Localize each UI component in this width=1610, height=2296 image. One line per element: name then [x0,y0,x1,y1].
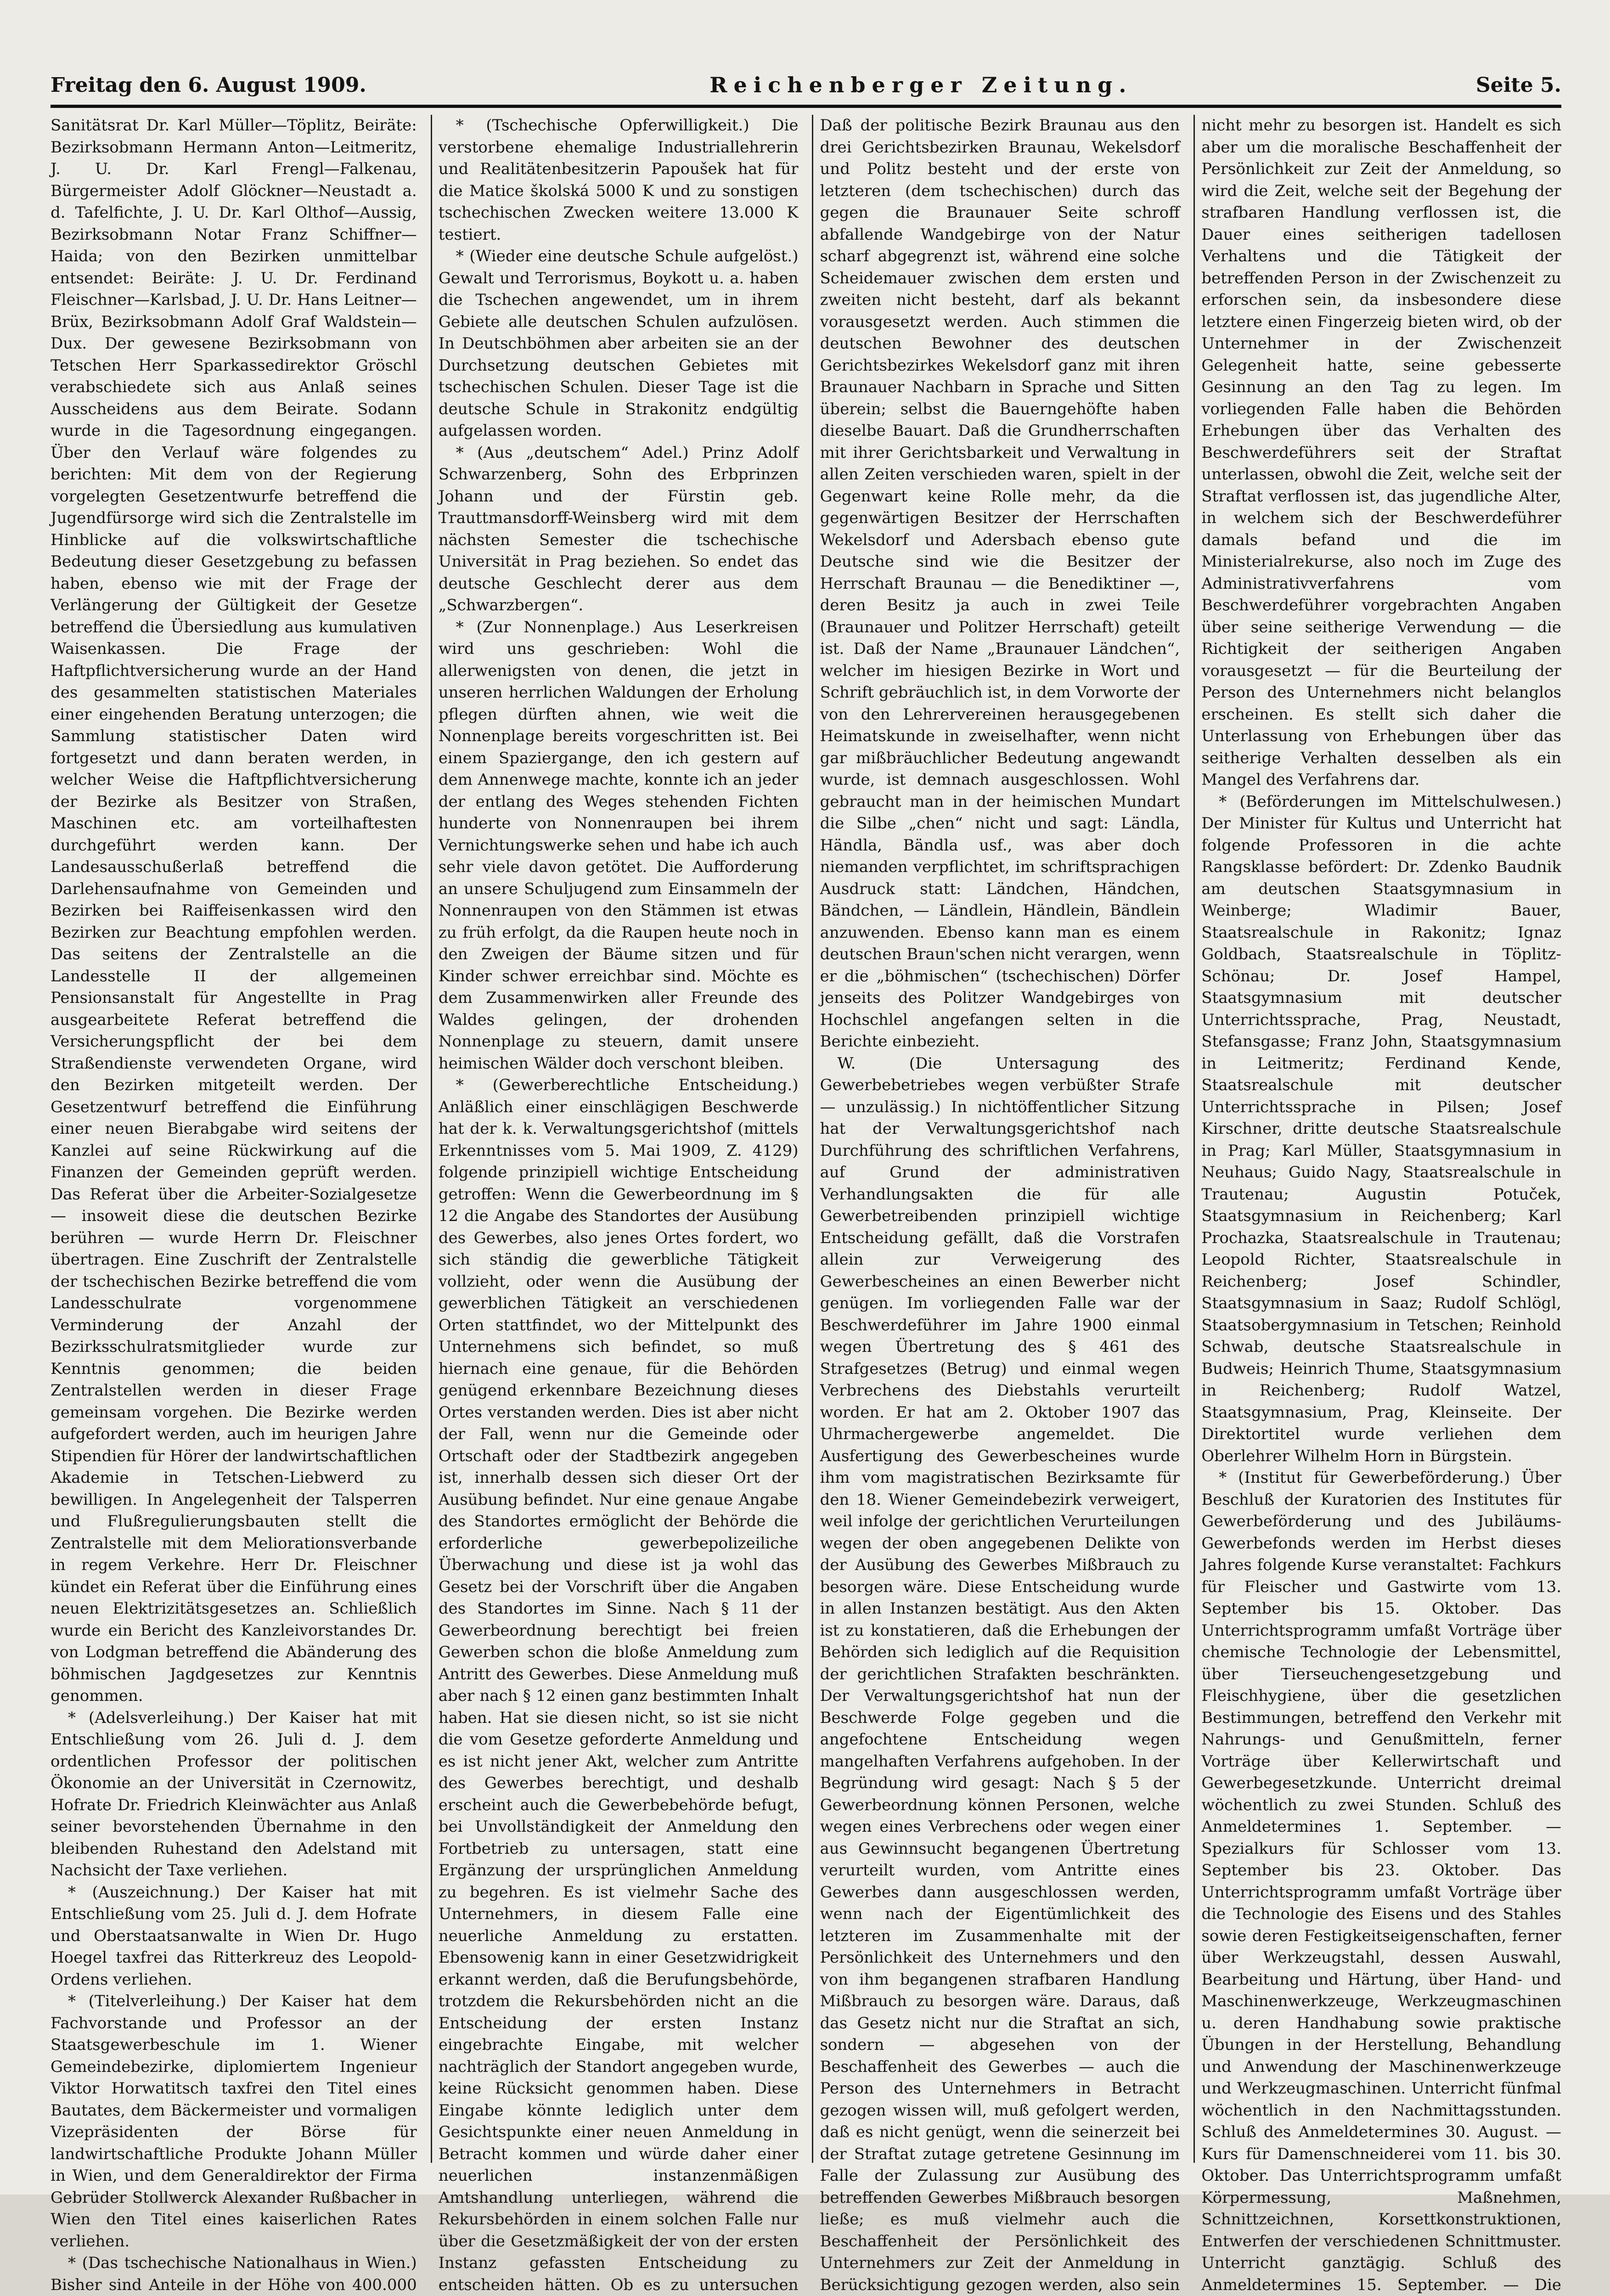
article-paragraph: nicht mehr zu besorgen ist. Handelt es sich aber um die moralische Beschaffenheit der Persönlichkeit zur Zeit der Anmeldung, so wird die Zeit, welche seit der Begehung der strafbaren Handlung verflossen ist, die Dauer eines seitherigen tadellosen Verhaltens und die Tätigkeit der betreffenden Person in der Zwischenzeit zu erforschen sein, da insbesondere diese letztere einen Fingerzeig bieten wird, ob der Unternehmer in der Zwischenzeit Gelegenheit hatte, seine gebesserte Gesinnung an den Tag zu legen. Im vorliegenden Falle haben die Behörden Erhebungen über das Verhalten des Beschwerdeführers seit der Straftat unterlassen, obwohl die Zeit, welche seit der Straftat verflossen ist, das jugendliche Alter, in welchem sich der Beschwerdeführer damals befand und die im Ministerialrekurse, also noch im Zuge des Administrativverfahrens vom Beschwerdeführer vorgebrachten Angaben über seine seitherige Verwendung — die Richtigkeit der seitherigen Angaben vorausgesetzt — für die Beurteilung der Person des Unternehmers nicht belanglos erscheinen. Es stellt sich daher die Unterlassung von Erhebungen über das seitherige Verhalten desselben als ein Mangel des Verfahrens dar. [1201,115,1561,791]
article-paragraph: * (Wieder eine deutsche Schule aufgelöst.) Gewalt und Terrorismus, Boykott u. a. haben die Tschechen angewendet, um in ihrem Gebiete alle deutschen Schulen aufzulösen. In Deutschböhmen aber arbeiten sie an der Durchsetzung deutschen Gebietes mit tschechischen Schulen. Dieser Tage ist die deutsche Schule in Strakonitz endgültig aufgelassen worden. [439,246,799,442]
header-date: Freitag den 6. August 1909. [51,73,366,97]
article-paragraph: * (Beförderungen im Mittelschulwesen.) Der Minister für Kultus und Unterricht hat folgende Professoren in die achte Rangsklasse befördert: Dr. Zdenko Baudnik am deutschen Staatsgymnasium in Weinberge; Wladimir Bauer, Staatsrealschule in Rakonitz; Ignaz Goldbach, Staatsrealschule in Töplitz-Schönau; Dr. Josef Hampel, Staatsgymnasium mit deutscher Unterrichtssprache, Prag, Neustadt, Stefansgasse; Franz John, Staatsgymnasium in Leitmeritz; Ferdinand Kende, Staatsrealschule mit deutscher Unterrichtssprache in Pilsen; Josef Kirschner, dritte deutsche Staatsrealschule in Prag; Karl Müller, Staatsgymnasium in Neuhaus; Guido Nagy, Staatsrealschule in Trautenau; Augustin Potuček, Staatsgymnasium in Reichenberg; Karl Prochazka, Staatsrealschule in Trautenau; Leopold Richter, Staatsrealschule in Reichenberg; Josef Schindler, Staatsgymnasium in Saaz; Rudolf Schlögl, Staatsobergymnasium in Tetschen; Reinhold Schwab, deutsche Staatsrealschule in Budweis; Heinrich Thume, Staatsgymnasium in Reichenberg; Rudolf Watzel, Staatsgymnasium, Prag, Kleinseite. Der Direktortitel wurde verliehen dem Oberlehrer Wilhelm Horn in Bürgstein. [1201,791,1561,1468]
column-1 [51,115,417,2163]
article-paragraph: * (Auszeichnung.) Der Kaiser hat mit Entschließung vom 25. Juli d. J. dem Hofrate und Oberstaatsanwalte in Wien Dr. Hugo Hoegel taxfrei das Ritterkreuz des Leopold-Ordens verliehen. [51,1882,417,1991]
article-paragraph: * (Tschechische Opferwilligkeit.) Die verstorbene ehemalige Industriallehrerin und Realitätenbesitzerin Papoušek hat für die Matice školská 5000 K und zu sonstigen tschechischen Zwecken weitere 13.000 K testiert. [439,115,799,246]
masthead: Reichenberger Zeitung. [709,73,1132,97]
page-header [51,69,1561,101]
article-paragraph: * (Institut für Gewerbeförderung.) Über Beschluß der Kuratorien des Institutes für Gewerbeförderung und des Jubiläums-Gewerbefonds werden im Herbst dieses Jahres folgende Kurse veranstaltet: Fachkurs für Fleischer und Gastwirte vom 13. September bis 15. Oktober. Das Unterrichtsprogramm umfaßt Vorträge über chemische Technologie der Lebensmittel, über Tierseuchengesetzgebung und Fleischhygiene, über die gesetzlichen Bestimmungen, betreffend den Verkehr mit Nahrungs- und Genußmitteln, ferner Vorträge über Kellerwirtschaft und Gewerbegesetzkunde. Unterricht dreimal wöchentlich zu zwei Stunden. Schluß des Anmeldetermines 1. September. — Spezialkurs für Schlosser vom 13. September bis 23. Oktober. Das Unterrichtsprogramm umfaßt Vorträge über die Technologie des Eisens und des Stahles sowie deren Festigkeitseigenschaften, ferner über Werkzeugstahl, dessen Auswahl, Bearbeitung und Härtung, über Hand- und Maschinenwerkzeuge, Werkzeugmaschinen u. deren Handhabung sowie praktische Übungen in der Herstellung, Behandlung und Anwendung der Maschinenwerkzeuge und Werkzeugmaschinen. Unterricht fünfmal wöchentlich in den Nachmittagsstunden. Schluß des Anmeldetermines 30. August. — Kurs für Damenschneiderei vom 11. bis 30. Oktober. Das Unterrichtsprogramm umfaßt Körpermessung, Maßnehmen, Schnittzeichnen, Korsettkonstruktionen, Entwerfen der verschiedenen Schnittmuster. Unterricht ganztägig. Schluß des Anmeldetermines 15. September. — Die [1201,1467,1561,2296]
article-paragraph: Sanitätsrat Dr. Karl Müller—Töplitz, Beiräte: Bezirksobmann Hermann Anton—Leitmeritz, J. U. Dr. Karl Frengl—Falkenau, Bürgermeister Adolf Glöckner—Neustadt a. d. Tafelfichte, J. U. Dr. Karl Olthof—Aussig, Bezirksobmann Notar Franz Schiffner—Haida; von den Bezirken unmittelbar entsendet: Beiräte: J. U. Dr. Ferdinand Fleischner—Karlsbad, J. U. Dr. Hans Leitner—Brüx, Bezirksobmann Adolf Graf Waldstein—Dux. Der gewesene Bezirksobmann von Tetschen Herr Sparkassedirektor Gröschl verabschiedete sich aus Anlaß seines Ausscheidens aus dem Beirate. Sodann wurde in die Tagesordnung eingegangen. Über den Verlauf wäre folgendes zu berichten: Mit dem von der Regierung vorgelegten Gesetzentwurfe betreffend die Jugendfürsorge wird sich die Zentralstelle im Hinblicke auf die volkswirtschaftliche Bedeutung dieser Gesetzgebung zu befassen haben, ebenso wie mit der Frage der Verlängerung der Gültigkeit der Gesetze betreffend die Übersiedlung aus kumulativen Waisenkassen. Die Frage der Haftpflichtversicherung wurde an der Hand des gesammelten statistischen Materiales einer eingehenden Beratung unterzogen; die Sammlung statistischer Daten wird fortgesetzt und dann beraten werden, in welcher Weise die Haftpflichtversicherung der Bezirke als Besitzer von Straßen, Maschinen etc. am vorteilhaftesten durchgeführt werden kann. Der Landesausschußerlaß betreffend die Darlehensaufnahme von Gemeinden und Bezirken bei Raiffeisenkassen wird den Bezirken zur Beachtung empfohlen werden. Das seitens der Zentralstelle an die Landesstelle II der allgemeinen Pensionsanstalt für Angestellte in Prag ausgearbeitete Referat betreffend die Versicherungspflicht der bei dem Straßendienste verwendeten Organe, wird den Bezirken mitgeteilt werden. Der Gesetzentwurf betreffend die Einführung einer neuen Bierabgabe wird seitens der Kanzlei auf seine Rückwirkung auf die Finanzen der Gemeinden geprüft werden. Das Referat über die Arbeiter-Sozialgesetze — insoweit diese die deutschen Bezirke berühren — wurde Herrn Dr. Fleischner übertragen. Eine Zuschrift der Zentralstelle der tschechischen Bezirke betreffend die vom Landesschulrate vorgenommene Verminderung der Anzahl der Bezirksschulratsmitglieder wurde zur Kenntnis genommen; die beiden Zentralstellen werden in dieser Frage gemeinsam vorgehen. Die Bezirke werden aufgefordert werden, auch im heurigen Jahre Stipendien für Hörer der landwirtschaftlichen Akademie in Tetschen-Liebwerd zu bewilligen. In Angelegenheit der Talsperren und Flußregulierungsbauten stellt die Zentralstelle mit dem Meliorationsverbande in regem Verkehre. Herr Dr. Fleischner kündet ein Referat über die Einführung eines neuen Elektrizitätsgesetzes an. Schließlich wurde ein Bericht des Kanzleivorstandes Dr. von Lodgman betreffend die Abänderung des böhmischen Jagdgesetzes zur Kenntnis genommen. [51,115,417,1707]
article-paragraph: * (Das tschechische Nationalhaus in Wien.) Bisher sind Anteile in der Höhe von 400.000 [51,2252,417,2296]
column-4 [1193,115,1561,2163]
column-2 [431,115,799,2163]
article-paragraph: * (Gewerberechtliche Entscheidung.) Anläßlich einer einschlägigen Beschwerde hat der k. k. Verwaltungsgerichtshof (mittels Erkenntnisses vom 5. Mai 1909, Z. 4129) folgende prinzipiell wichtige Entscheidung getroffen: Wenn die Gewerbeordnung im § 12 die Angabe des Standortes der Ausübung des Gewerbes, also jenes Ortes fordert, wo sich ständig die gewerbliche Tätigkeit vollzieht, oder wenn die Ausübung der gewerblichen Tätigkeit an verschiedenen Orten stattfindet, wo der Mittelpunkt des Unternehmens sich befindet, so muß hiernach eine genaue, für die Behörden genügend erkennbare Bezeichnung dieses Ortes verstanden werden. Dies ist aber nicht der Fall, wenn nur die Gemeinde oder Ortschaft oder der Stadtbezirk angegeben ist, innerhalb dessen sich dieser Ort der Ausübung befindet. Nur eine genaue Angabe des Standortes ermöglicht der Behörde die erforderliche gewerbepolizeiliche Überwachung und diese ist ja wohl das Gesetz bei der Vorschrift über die Angaben des Standortes im Sinne. Nach § 11 der Gewerbeordnung berechtigt bei freien Gewerben schon die bloße Anmeldung zum Antritt des Gewerbes. Diese Anmeldung muß aber nach § 12 einen ganz bestimmten Inhalt haben. Hat sie diesen nicht, so ist sie nicht die vom Gesetze geforderte Anmeldung und es ist nicht jener Akt, welcher zum Antritte des Gewerbes berechtigt, und deshalb erscheint auch die Gewerbebehörde befugt, bei Unvollständigkeit der Anmeldung den Fortbetrieb zu untersagen, statt eine Ergänzung der ursprünglichen Anmeldung zu begehren. Es ist vielmehr Sache des Unternehmers, in diesem Falle eine neuerliche Anmeldung zu erstatten. Ebensowenig kann in einer Gesetzwidrigkeit erkannt werden, daß die Berufungsbehörde, trotzdem die Rekursbehörden nicht an die Entscheidung der ersten Instanz eingebrachte Eingabe, mit welcher nachträglich der Standort angegeben wurde, keine Rücksicht genommen haben. Diese Eingabe könnte lediglich unter dem Gesichtspunkte einer neuen Anmeldung in Betracht kommen und würde daher einer neuerlichen instanzenmäßigen Amtshandlung unterliegen, während die Rekursbehörden in einem solchen Falle nur über die Gesetzmäßigkeit der von der ersten Instanz gefassten Entscheidung zu entscheiden hätten. Ob es zu untersuchen [439,1075,799,2296]
article-columns [51,115,1561,2163]
article-paragraph: Daß der politische Bezirk Braunau aus den drei Gerichtsbezirken Braunau, Wekelsdorf und Politz besteht und der erste von letzteren (dem tschechischen) durch das gegen die Braunauer Seite schroff abfallende Wandgebirge von der Natur scharf abgegrenzt ist, während eine solche Scheidemauer zwischen dem ersten und zweiten nicht besteht, darf als bekannt vorausgesetzt werden. Auch stimmen die deutschen Bewohner des deutschen Gerichtsbezirkes Wekelsdorf ganz mit ihren Braunauer Nachbarn in Sprache und Sitten überein; selbst die Bauerngehöfte haben dieselbe Bauart. Daß die Grundherrschaften mit ihrer Gerichtsbarkeit und Verwaltung in allen Zeiten verschieden waren, spielt in der Gegenwart keine Rolle mehr, da die gegenwärtigen Besitzer der Herrschaften Wekelsdorf und Adersbach ebenso gute Deutsche sind wie die Besitzer der Herrschaft Braunau — die Benediktiner —, deren Besitz ja auch in zwei Teile (Braunauer und Politzer Herrschaft) geteilt ist. Daß der Name „Braunauer Ländchen“, welcher im hiesigen Bezirke in Wort und Schrift gebräuchlich ist, in dem Vorworte der von den Lehrervereinen herausgegebenen Heimatskunde in zweiselhafter, wenn nicht gar mißbräuchlicher Bedeutung angewandt wurde, ist demnach ausgeschlossen. Wohl gebraucht man in der heimischen Mundart die Silbe „chen“ nicht und sagt: Ländla, Händla, Bändla usf., was aber doch niemanden verpflichtet, im schriftsprachigen Ausdruck statt: Ländchen, Händchen, Bändchen, — Ländlein, Händlein, Bändlein anzuwenden. Ebenso kann man es einem deutschen Braun'schen nicht verargen, wenn er die „böhmischen“ (tschechischen) Dörfer jenseits des Politzer Wandgebirges von Hochschlel angefangen selten in die Berichte einbezieht. [820,115,1180,1053]
article-paragraph: * (Aus „deutschem“ Adel.) Prinz Adolf Schwarzenberg, Sohn des Erbprinzen Johann und der Fürstin geb. Trauttmansdorff-Weinsberg wird mit dem nächsten Semester die tschechische Universität in Prag beziehen. So endet das deutsche Geschlecht derer aus dem „Schwarzbergen“. [439,442,799,617]
article-paragraph: * (Zur Nonnenplage.) Aus Leserkreisen wird uns geschrieben: Wohl die allerwenigsten von denen, die jetzt in unseren herrlichen Waldungen der Erholung pflegen dürften ahnen, wie weit die Nonnenplage bereits vorgeschritten ist. Bei einem Spaziergange, den ich gestern auf dem Annenwege machte, konnte ich an jeder der entlang des Weges stehenden Fichten hunderte von Nonnenraupen bei ihrem Vernichtungswerke sehen und habe ich auch sehr viele davon getötet. Die Aufforderung an unsere Schuljugend zum Einsammeln der Nonnenraupen von den Stämmen ist etwas zu früh erfolgt, da die Raupen heute noch in den Zweigen der Bäume sitzen und für Kinder schwer erreichbar sind. Möchte es dem Zusammenwirken aller Freunde des Waldes gelingen, der drohenden Nonnenplage zu steuern, damit unsere heimischen Wälder doch verschont bleiben. [439,617,799,1075]
article-paragraph: W. (Die Untersagung des Gewerbebetriebes wegen verbüßter Strafe — unzulässig.) In nichtöffentlicher Sitzung hat der Verwaltungsgerichtshof nach Durchführung des schriftlichen Verfahrens, auf Grund der administrativen Verhandlungsakten die für alle Gewerbetreibenden prinzipiell wichtige Entscheidung gefällt, daß die Vorstrafen allein zur Verweigerung des Gewerbescheines an einen Bewerber nicht genügen. Im vorliegenden Falle war der Beschwerdeführer im Jahre 1900 einmal wegen Übertretung des § 461 des Strafgesetzes (Betrug) und einmal wegen Verbrechens des Diebstahls verurteilt worden. Er hat am 2. Oktober 1907 das Uhrmachergewerbe angemeldet. Die Ausfertigung des Gewerbescheines wurde ihm vom magistratischen Bezirksamte für den 18. Wiener Gemeindebezirk verweigert, weil infolge der gerichtlichen Verurteilungen wegen der oben angegebenen Delikte von der Ausübung des Gewerbes Mißbrauch zu besorgen wäre. Diese Entscheidung wurde in allen Instanzen bestätigt. Aus den Akten ist zu konstatieren, daß die Erhebungen der Behörden sich lediglich auf die Requisition der gerichtlichen Strafakten beschränkten. Der Verwaltungsgerichtshof hat nun der Beschwerde Folge gegeben und die angefochtene Entscheidung wegen mangelhaften Verfahrens aufgehoben. In der Begründung wird gesagt: Nach § 5 der Gewerbeordnung können Personen, welche wegen eines Verbrechens oder wegen einer aus Gewinnsucht begangenen Übertretung verurteilt wurden, vom Antritte eines Gewerbes dann ausgeschlossen werden, wenn nach der Eigentümlichkeit des letzteren im Zusammenhalte mit der Persönlichkeit des Unternehmers und den von ihm begangenen strafbaren Handlung Mißbrauch zu besorgen wäre. Daraus, daß das Gesetz nicht nur die Straftat an sich, sondern — abgesehen von der Beschaffenheit des Gewerbes — auch die Person des Unternehmers in Betracht gezogen wissen will, muß gefolgert werden, daß es nicht genügt, wenn die seinerzeit bei der Straftat zutage getretene Gesinnung im Falle der Zulassung zur Ausübung des betreffenden Gewerbes Mißbrauch besorgen ließe; es muß vielmehr auch die Beschaffenheit der Persönlichkeit des Unternehmers zur Zeit der Anmeldung in Berücksichtigung gezogen werden, also sein [820,1053,1180,2296]
article-paragraph: * (Adelsverleihung.) Der Kaiser hat mit Entschließung vom 26. Juli d. J. dem ordentlichen Professor der politischen Ökonomie an der Universität in Czernowitz, Hofrate Dr. Friedrich Kleinwächter aus Anlaß seiner bevorstehenden Übernahme in den bleibenden Ruhestand den Adelstand mit Nachsicht der Taxe verliehen. [51,1707,417,1882]
column-3 [812,115,1180,2163]
page-number: Seite 5. [1476,73,1561,97]
header-rule [51,105,1561,108]
article-paragraph: * (Titelverleihung.) Der Kaiser hat dem Fachvorstande und Professor an der Staatsgewerbeschule im 1. Wiener Gemeindebezirke, diplomiertem Ingenieur Viktor Horwatitsch taxfrei den Titel eines Bautates, dem Bäckermeister und vormaligen Vizepräsidenten der Börse für landwirtschaftliche Produkte Johann Müller in Wien, und dem Generaldirektor der Firma Gebrüder Stollwerck Alexander Rußbacher in Wien den Titel eines kaiserlichen Rates verliehen. [51,1991,417,2252]
